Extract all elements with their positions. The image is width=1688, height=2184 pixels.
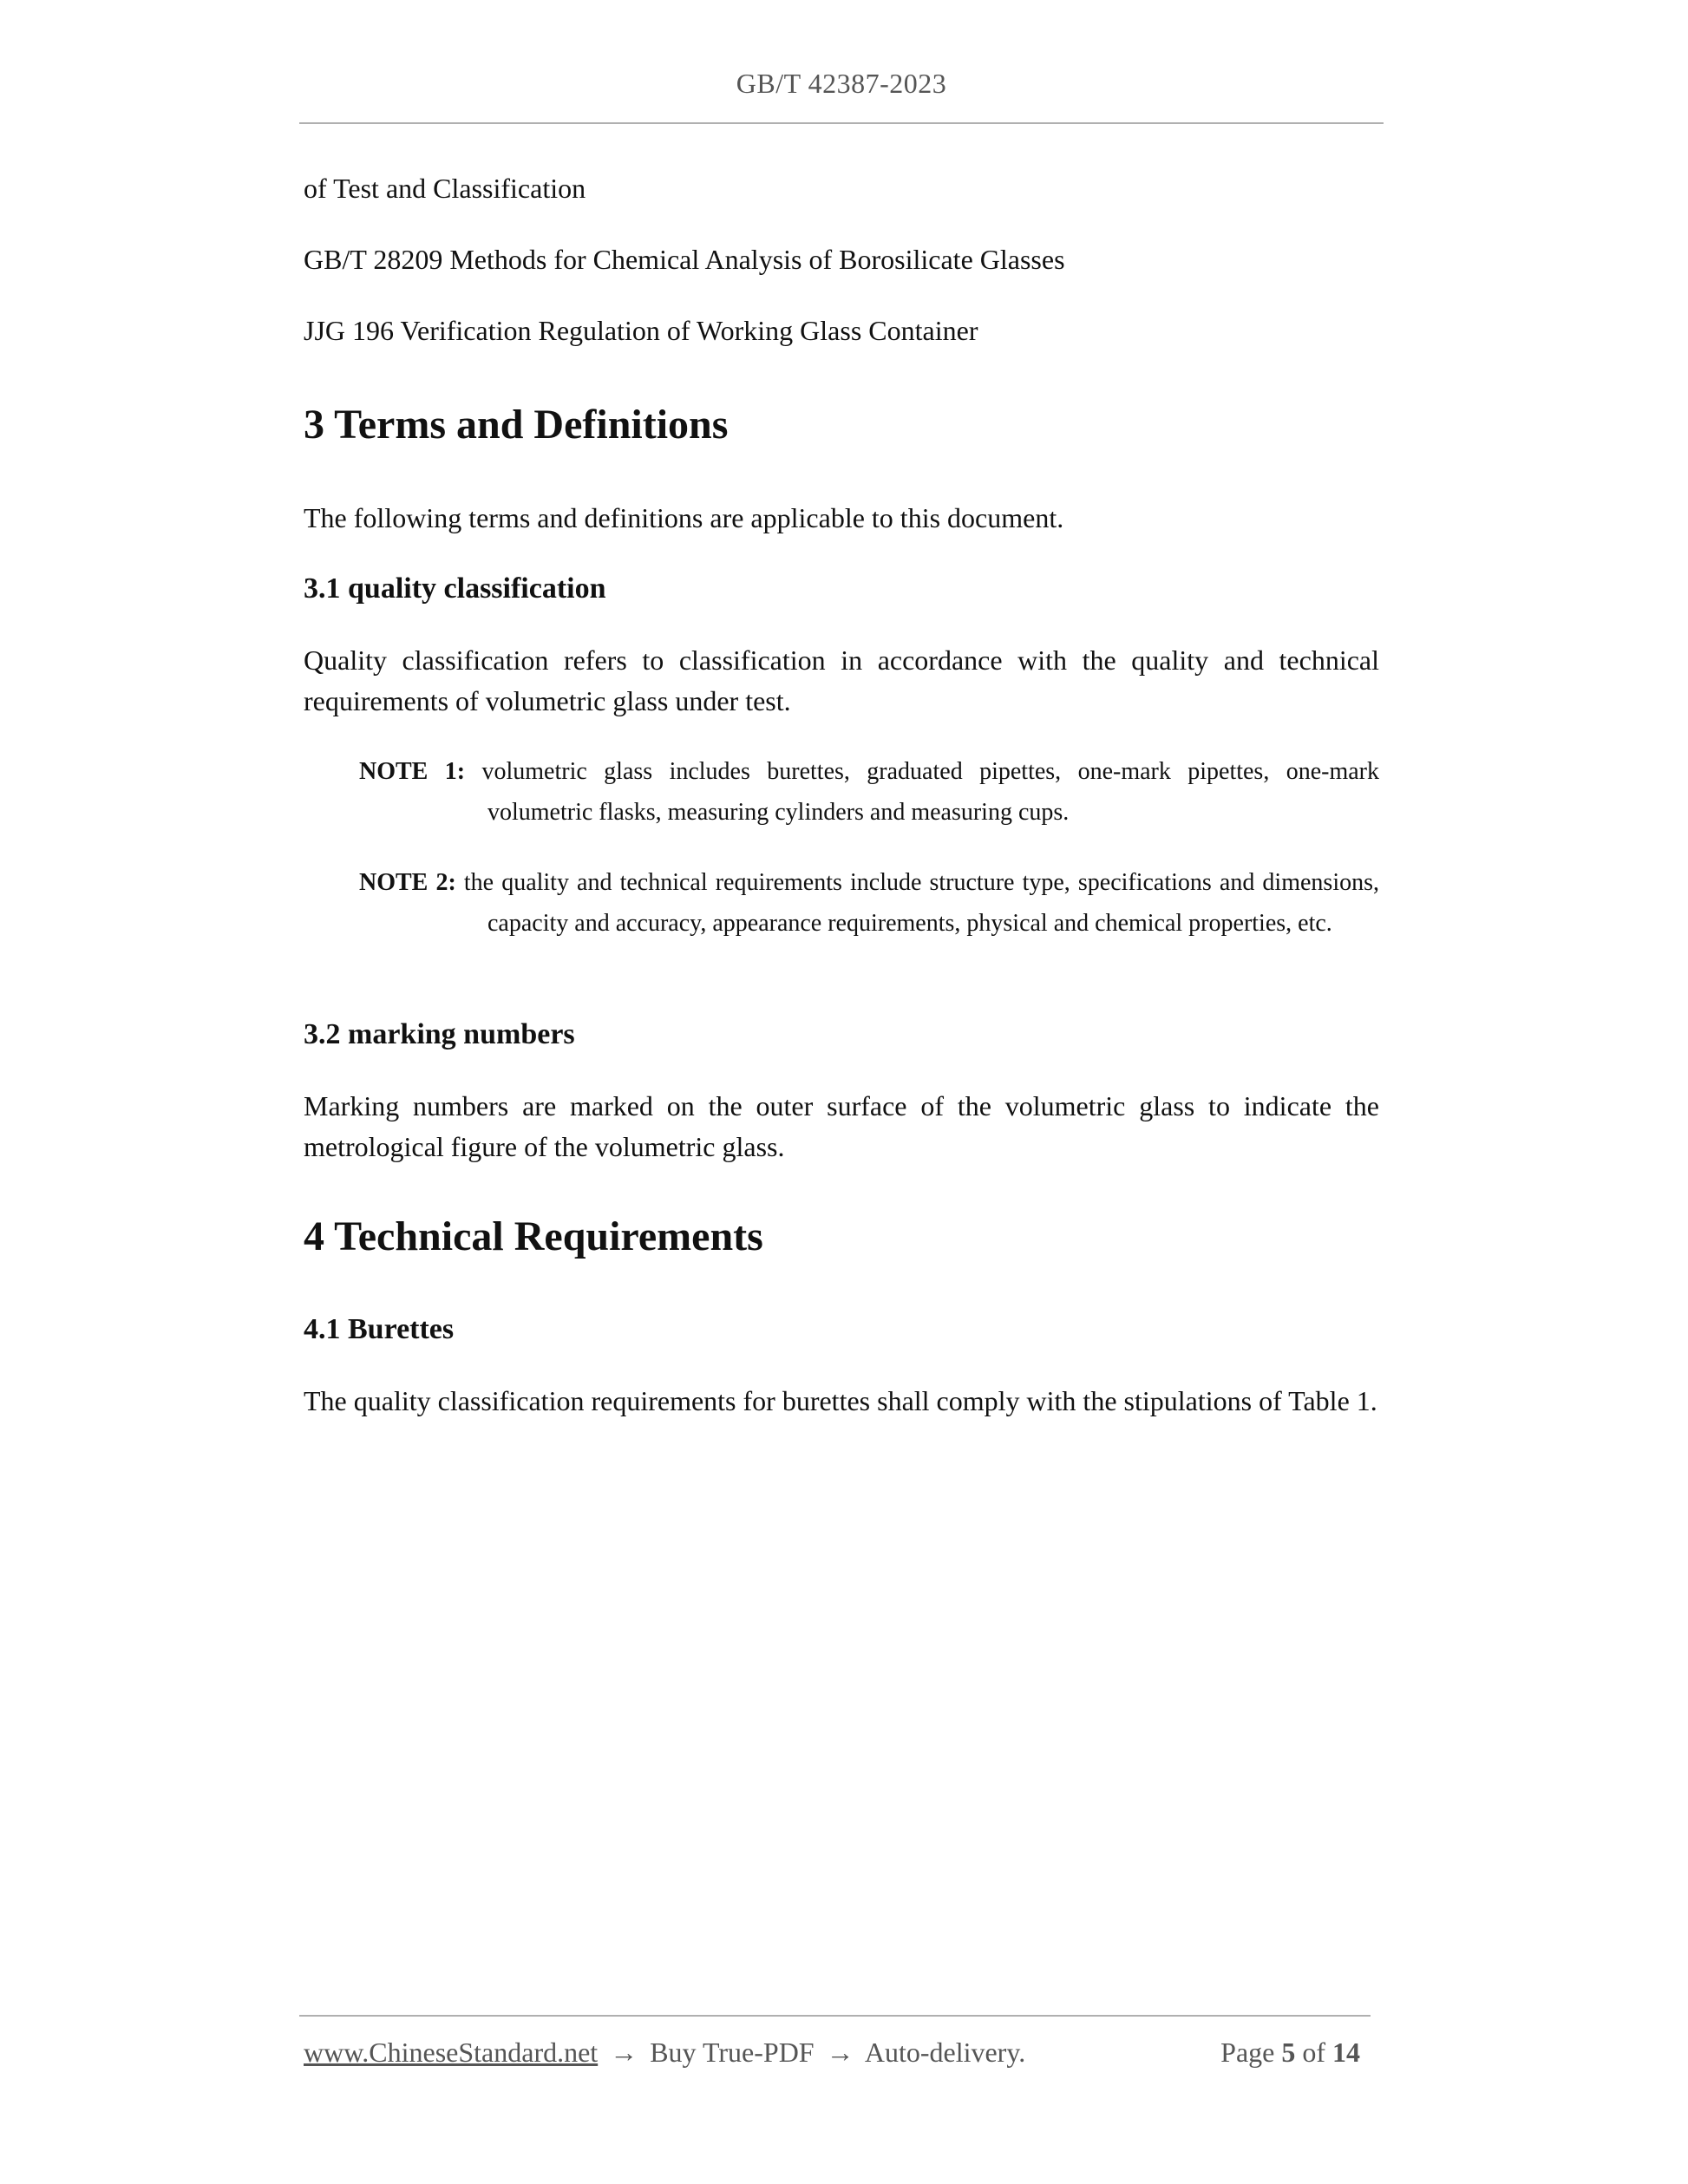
note-1-label: NOTE 1: — [359, 758, 466, 785]
term-3-1-definition: Quality classification refers to classification in accordance with the quality and technical requirements of volumetric glass under test. — [304, 644, 1379, 716]
footer-site-link[interactable]: www.ChineseStandard.net — [304, 2037, 599, 2068]
section-3-intro: The following terms and definitions are applicable to this document. — [304, 502, 1064, 533]
note-2-text: the quality and technical requirements include structure type, specifications and dimensions, capacity and accuracy, appearance requirements, physical and chemical properties, etc. — [463, 869, 1379, 937]
arrow-right-icon: → — [610, 2037, 638, 2068]
footer-divider — [299, 2015, 1371, 2017]
reference-line-2: GB/T 28209 Methods for Chemical Analysis of Borosilicate Glasses — [304, 244, 1065, 275]
page-indicator — [1220, 2037, 1367, 2069]
section-3-heading: 3 Terms and Definitions — [304, 402, 729, 448]
of-word: of — [1302, 2037, 1325, 2068]
footer-promo — [304, 2037, 1025, 2069]
note-1-text: volumetric glass includes burettes, graduated pipettes, one-mark pipettes, one-mark volumetric flasks, measuring cylinders and measuring cups. — [481, 758, 1380, 826]
reference-line-3: JJG 196 Verification Regulation of Working Glass Container — [304, 315, 978, 346]
reference-line-1: of Test and Classification — [304, 173, 586, 204]
footer-buy-text: Buy True-PDF — [650, 2037, 815, 2068]
term-3-2-definition: Marking numbers are marked on the outer surface of the volumetric glass to indicate the metrological figure of the volumetric glass. — [304, 1090, 1379, 1162]
note-2-label: NOTE 2: — [359, 869, 456, 896]
subsection-4-1-heading: 4.1 Burettes — [304, 1313, 455, 1345]
page-current: 5 — [1281, 2037, 1296, 2068]
page-word: Page — [1220, 2037, 1275, 2068]
page-total: 14 — [1332, 2037, 1360, 2068]
term-3-2-heading: 3.2 marking numbers — [304, 1018, 575, 1050]
document-header-id: GB/T 42387-2023 — [736, 68, 947, 99]
footer-delivery-text: Auto-delivery. — [864, 2037, 1026, 2068]
section-4-heading: 4 Technical Requirements — [304, 1213, 763, 1259]
term-3-1-heading: 3.1 quality classification — [304, 572, 606, 605]
header-divider — [299, 122, 1384, 124]
subsection-4-1-text: The quality classification requirements for burettes shall comply with the stipulations of Table 1. — [304, 1385, 1377, 1416]
arrow-right-icon: → — [826, 2037, 854, 2068]
note-1 — [359, 751, 1379, 833]
note-2 — [359, 862, 1379, 944]
